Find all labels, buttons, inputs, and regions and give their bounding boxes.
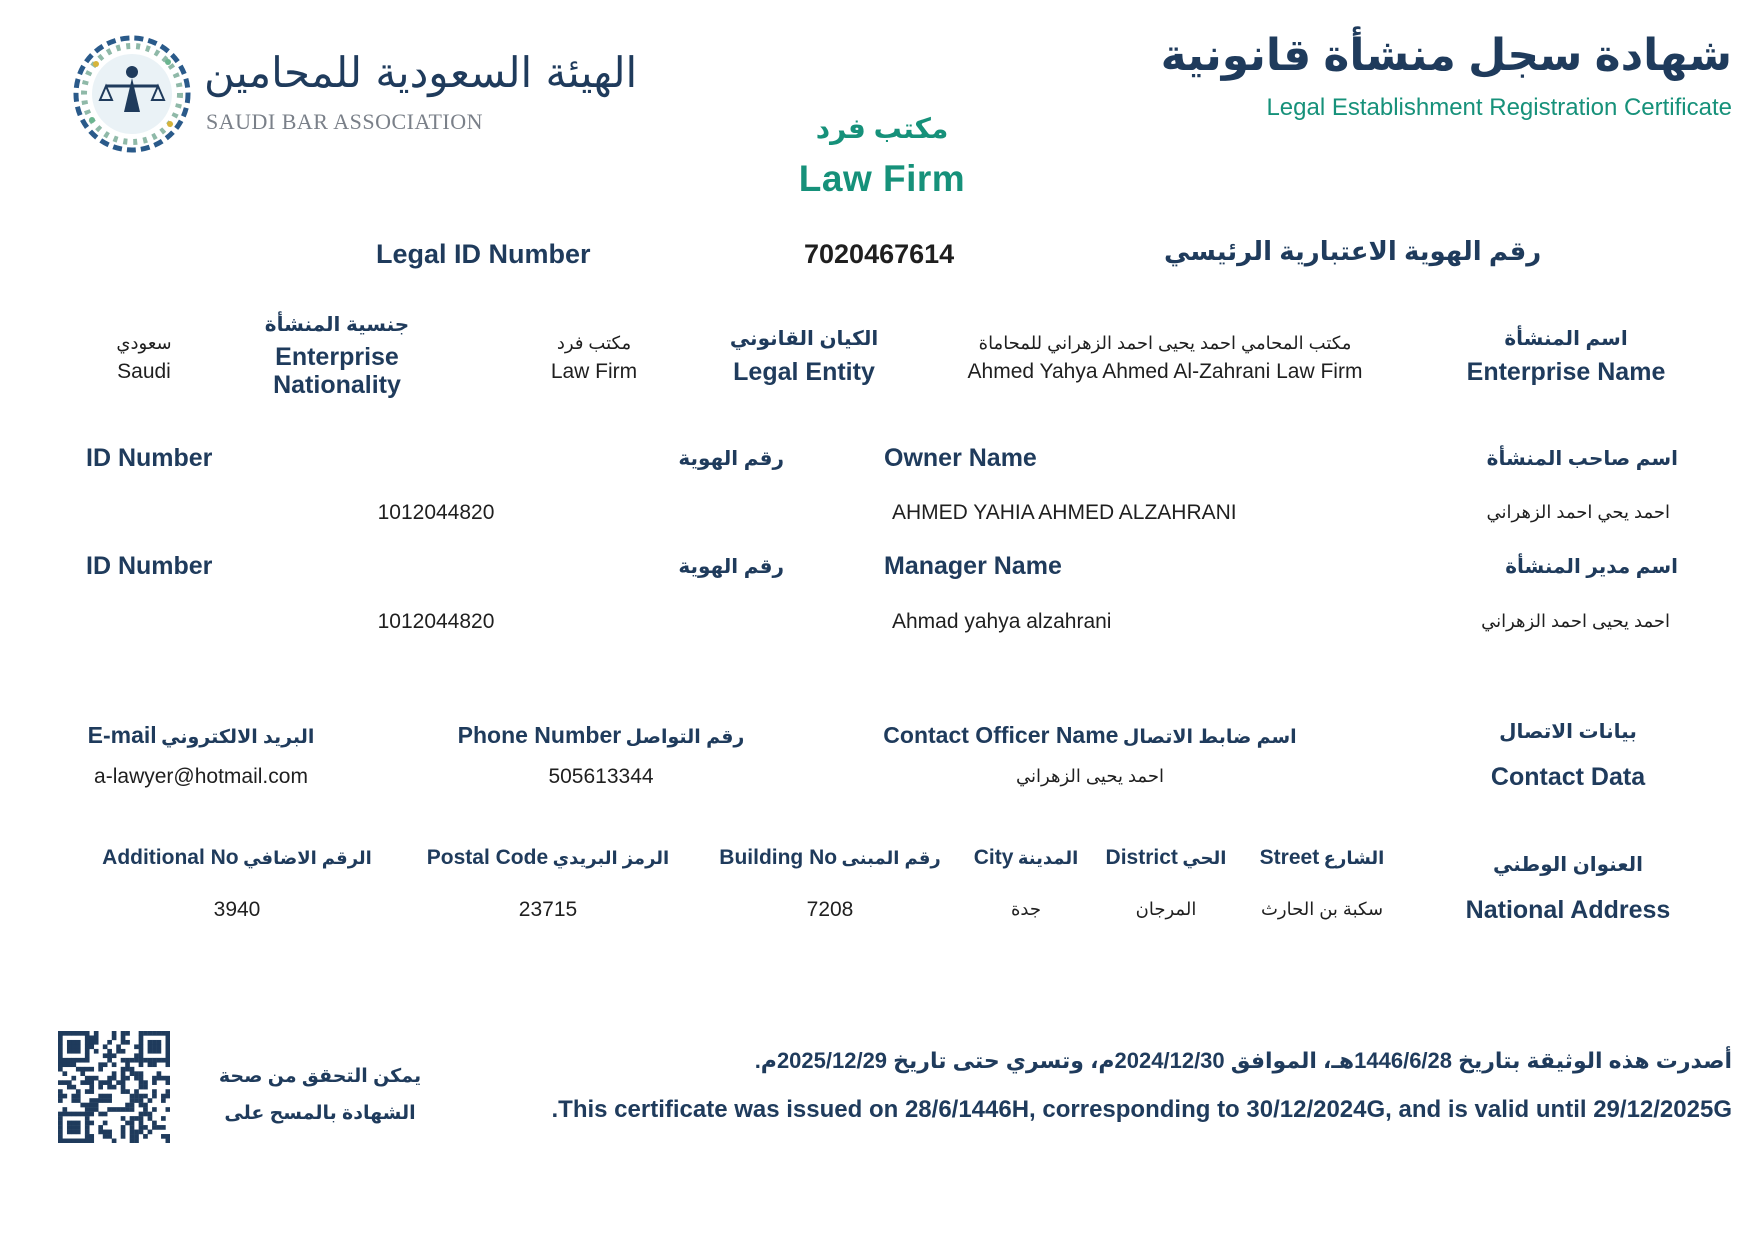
city-label bbox=[974, 846, 1079, 870]
contact-officer-label bbox=[883, 722, 1296, 749]
street-label-english: Street bbox=[1259, 846, 1320, 869]
street-label-arabic: الشارع bbox=[1323, 848, 1385, 868]
verify-note-line-1: يمكن التحقق من صحة bbox=[218, 1066, 422, 1087]
issue-statement-arabic: أصدرت هذه الوثيقة بتاريخ 1446/6/28هـ، الموافق 2024/12/30م، وتسري حتى تاريخ 2025/12/29م. bbox=[754, 1048, 1732, 1073]
logo-text-arabic: الهيئة السعودية للمحامين bbox=[204, 48, 638, 97]
building-number-label-english: Building No bbox=[719, 846, 838, 869]
owner-id-label-arabic: رقم الهوية bbox=[678, 448, 784, 470]
manager-id-value: 1012044820 bbox=[377, 610, 495, 633]
enterprise-name-label-arabic: اسم المنشأة bbox=[1504, 328, 1628, 350]
postal-code-label-arabic: الرمز البريدي bbox=[552, 848, 670, 868]
street-value: سكبة بن الحارث bbox=[1260, 899, 1384, 919]
district-value: المرجان bbox=[1135, 899, 1197, 919]
legal-id-label-arabic: رقم الهوية الاعتبارية الرئيسي bbox=[1164, 236, 1542, 266]
verification-qr-code[interactable] bbox=[58, 1031, 170, 1143]
national-address-label-arabic: العنوان الوطني bbox=[1493, 854, 1643, 876]
contact-data-label-english: Contact Data bbox=[1490, 763, 1646, 791]
street-label bbox=[1260, 846, 1385, 870]
email-label-english: E-mail bbox=[87, 722, 157, 748]
email-value: a-lawyer@hotmail.com bbox=[94, 765, 308, 788]
email-label bbox=[88, 722, 315, 749]
phone-number-value: 505613344 bbox=[548, 765, 654, 788]
contact-officer-label-arabic: اسم ضابط الاتصال bbox=[1122, 727, 1297, 748]
manager-name-label-english: Manager Name bbox=[884, 552, 1062, 580]
manager-name-value-english: Ahmad yahya alzahrani bbox=[892, 610, 1112, 633]
phone-number-label-english: Phone Number bbox=[457, 722, 622, 748]
owner-id-label-english: ID Number bbox=[86, 444, 213, 472]
contact-data-label-arabic: بيانات الاتصال bbox=[1499, 721, 1637, 743]
enterprise-nationality-value-arabic: سعودي bbox=[116, 333, 172, 353]
legal-id-value: 7020467614 bbox=[804, 239, 955, 269]
legal-id-label-english: Legal ID Number bbox=[376, 239, 591, 269]
owner-name-label-english: Owner Name bbox=[884, 444, 1037, 472]
phone-number-label-arabic: رقم التواصل bbox=[625, 727, 745, 748]
legal-entity-label-english: Legal Entity bbox=[733, 358, 875, 386]
owner-name-value-arabic: احمد يحي احمد الزهراني bbox=[1486, 502, 1670, 522]
postal-code-value: 23715 bbox=[518, 898, 578, 921]
manager-name-label-arabic: اسم مدير المنشأة bbox=[1505, 556, 1678, 578]
additional-number-label-english: Additional No bbox=[102, 846, 239, 869]
postal-code-label bbox=[427, 846, 669, 870]
contact-officer-label-english: Contact Officer Name bbox=[883, 722, 1119, 748]
building-number-label bbox=[719, 846, 940, 870]
legal-entity-value-arabic: مكتب فرد bbox=[556, 333, 632, 353]
city-value: جدة bbox=[1010, 899, 1042, 919]
enterprise-name-value-english: Ahmed Yahya Ahmed Al-Zahrani Law Firm bbox=[967, 360, 1363, 383]
legal-entity-value-english: Law Firm bbox=[550, 360, 638, 383]
email-label-arabic: البريد الالكتروني bbox=[161, 727, 315, 748]
district-label-english: District bbox=[1105, 846, 1178, 869]
manager-name-value-arabic: احمد يحيى احمد الزهراني bbox=[1481, 611, 1670, 631]
certificate-title-english: Legal Establishment Registration Certificate bbox=[1266, 94, 1732, 121]
manager-id-label-english: ID Number bbox=[86, 552, 213, 580]
enterprise-nationality-label-arabic: جنسية المنشأة bbox=[264, 314, 410, 336]
building-number-value: 7208 bbox=[806, 898, 854, 921]
enterprise-nationality-label-english-2: Nationality bbox=[273, 371, 401, 399]
certificate-title-arabic: شهادة سجل منشأة قانونية bbox=[1160, 31, 1732, 80]
building-number-label-arabic: رقم المبنى bbox=[841, 848, 941, 868]
legal-entity-label-arabic: الكيان القانوني bbox=[729, 328, 879, 350]
manager-id-label-arabic: رقم الهوية bbox=[678, 556, 784, 578]
enterprise-name-label-english: Enterprise Name bbox=[1466, 358, 1666, 386]
enterprise-nationality-label-english-1: Enterprise bbox=[275, 343, 399, 371]
logo-text-english: SAUDI BAR ASSOCIATION bbox=[206, 109, 483, 134]
saudi-bar-association-emblem bbox=[72, 34, 192, 154]
phone-number-label bbox=[458, 722, 745, 749]
issue-statement-english: .This certificate was issued on 28/6/1446H, corresponding to 30/12/2024G, and is valid until 29/12/2025G bbox=[551, 1096, 1732, 1123]
additional-number-value: 3940 bbox=[213, 898, 261, 921]
owner-name-label-arabic: اسم صاحب المنشأة bbox=[1486, 448, 1678, 470]
contact-officer-value: احمد يحيى الزهراني bbox=[1016, 766, 1164, 786]
postal-code-label-english: Postal Code bbox=[426, 846, 549, 869]
additional-number-label bbox=[102, 846, 372, 870]
district-label-arabic: الحي bbox=[1182, 848, 1227, 868]
enterprise-name-value-arabic: مكتب المحامي احمد يحيى احمد الزهراني للمحاماة bbox=[978, 333, 1352, 353]
verify-note-line-2: الشهادة بالمسح على bbox=[224, 1103, 416, 1124]
establishment-type-english: Law Firm bbox=[798, 158, 966, 199]
city-label-arabic: المدينة bbox=[1017, 848, 1079, 868]
district-label bbox=[1106, 846, 1227, 870]
establishment-type-arabic: مكتب فرد bbox=[815, 113, 949, 144]
enterprise-nationality-value-english: Saudi bbox=[117, 360, 171, 383]
owner-name-value-english: AHMED YAHIA AHMED ALZAHRANI bbox=[892, 501, 1237, 524]
owner-id-value: 1012044820 bbox=[377, 501, 495, 524]
additional-number-label-arabic: الرقم الاضافي bbox=[243, 848, 372, 868]
city-label-english: City bbox=[973, 846, 1014, 869]
national-address-label-english: National Address bbox=[1465, 896, 1671, 924]
